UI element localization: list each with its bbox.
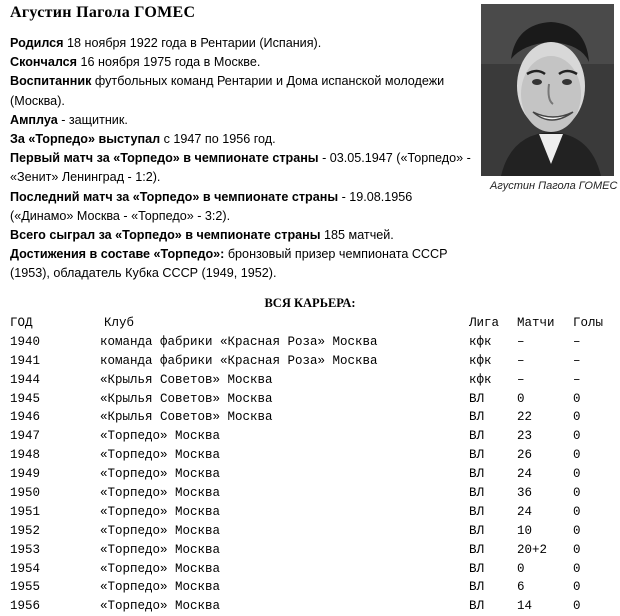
cell-year: 1950 xyxy=(10,486,41,501)
cell-matches: 23 xyxy=(517,429,533,444)
header-year: ГОД xyxy=(10,316,33,330)
header-matches: Матчи xyxy=(517,316,555,330)
bio-first-label: Первый матч за «Торпедо» в чемпионате страны xyxy=(10,151,319,166)
cell-league: кфк xyxy=(469,334,492,349)
cell-year: 1955 xyxy=(10,580,41,595)
cell-goals: 0 xyxy=(573,542,581,557)
cell-matches: 26 xyxy=(517,448,533,463)
cell-year: 1947 xyxy=(10,429,41,444)
table-row xyxy=(10,503,610,522)
cell-league: ВЛ xyxy=(469,542,485,557)
cell-league: ВЛ xyxy=(469,599,485,614)
cell-club: «Крылья Советов» Москва xyxy=(100,372,273,387)
bio-died-value: 16 ноября 1975 года в Москве. xyxy=(77,55,261,70)
bio-role-value: - защитник. xyxy=(57,112,128,127)
bio-total xyxy=(10,226,472,245)
career-heading: ВСЯ КАРЬЕРА: xyxy=(264,296,356,310)
cell-league: кфк xyxy=(469,372,492,387)
career-header-row xyxy=(10,314,610,333)
table-row xyxy=(10,333,610,352)
cell-league: ВЛ xyxy=(469,561,485,576)
table-row xyxy=(10,446,610,465)
header-goals: Голы xyxy=(573,316,604,330)
cell-matches: 0 xyxy=(517,391,525,406)
cell-goals: 0 xyxy=(573,391,581,406)
cell-club: «Торпедо» Москва xyxy=(100,561,221,576)
table-row xyxy=(10,390,610,409)
table-row xyxy=(10,560,610,579)
cell-matches: 24 xyxy=(517,504,533,519)
cell-matches: 24 xyxy=(517,467,533,482)
bio-role-label: Амплуа xyxy=(10,112,58,127)
cell-matches: 14 xyxy=(517,599,533,614)
cell-club: «Торпедо» Москва xyxy=(100,523,221,538)
bio-pupil xyxy=(10,72,472,110)
cell-matches: 6 xyxy=(517,580,525,595)
cell-year: 1941 xyxy=(10,353,41,368)
table-row xyxy=(10,352,610,371)
cell-year: 1953 xyxy=(10,542,41,557)
bio-last-label: Последний матч за «Торпедо» в чемпионате страны xyxy=(10,189,339,204)
career-table xyxy=(10,314,610,616)
cell-club: «Торпедо» Москва xyxy=(100,448,221,463)
cell-year: 1952 xyxy=(10,523,41,538)
cell-matches: – xyxy=(517,372,525,387)
bio-total-label: Всего сыграл за «Торпедо» в чемпионате страны xyxy=(10,228,321,243)
cell-club: «Торпедо» Москва xyxy=(100,504,221,519)
bio-died xyxy=(10,53,472,72)
cell-matches: 0 xyxy=(517,561,525,576)
cell-year: 1946 xyxy=(10,410,41,425)
cell-year: 1956 xyxy=(10,599,41,614)
cell-goals: 0 xyxy=(573,467,581,482)
cell-club: «Торпедо» Москва xyxy=(100,467,221,482)
cell-year: 1948 xyxy=(10,448,41,463)
cell-club: «Торпедо» Москва xyxy=(100,429,221,444)
bio-torpedo-label: За «Торпедо» выступал xyxy=(10,132,161,147)
cell-league: ВЛ xyxy=(469,410,485,425)
bio-born-value: 18 ноября 1922 года в Рентарии (Испания). xyxy=(63,36,322,50)
bio-last-value: - 19.08.1956 («Динамо» Москва - «Торпедо» - 3:2). xyxy=(10,189,413,223)
cell-goals: 0 xyxy=(573,561,581,576)
cell-goals: 0 xyxy=(573,429,581,444)
table-row xyxy=(10,484,610,503)
photo-caption: Агустин Пагола ГОМЕС xyxy=(490,180,618,192)
cell-club: команда фабрики «Красная Роза» Москва xyxy=(100,334,378,349)
bio-achievements xyxy=(10,245,472,283)
cell-goals: 0 xyxy=(573,410,581,425)
bio-total-value: 185 матчей. xyxy=(320,228,394,243)
cell-goals: 0 xyxy=(573,504,581,519)
table-row xyxy=(10,371,610,390)
cell-league: ВЛ xyxy=(469,504,485,519)
cell-club: «Крылья Советов» Москва xyxy=(100,410,273,425)
table-row xyxy=(10,522,610,541)
cell-league: кфк xyxy=(469,353,492,368)
cell-club: «Торпедо» Москва xyxy=(100,580,221,595)
cell-year: 1949 xyxy=(10,467,41,482)
cell-goals: – xyxy=(573,372,581,387)
cell-matches: 36 xyxy=(517,486,533,501)
cell-year: 1945 xyxy=(10,391,41,406)
cell-club: «Торпедо» Москва xyxy=(100,542,221,557)
table-row xyxy=(10,427,610,446)
cell-year: 1954 xyxy=(10,561,41,576)
cell-goals: 0 xyxy=(573,486,581,501)
cell-matches: 22 xyxy=(517,410,533,425)
cell-goals: 0 xyxy=(573,580,581,595)
page-title: Агустин Пагола ГОМЕС xyxy=(10,4,196,21)
cell-year: 1944 xyxy=(10,372,41,387)
cell-club: «Торпедо» Москва xyxy=(100,486,221,501)
cell-goals: 0 xyxy=(573,599,581,614)
cell-goals: – xyxy=(573,353,581,368)
bio-died-label: Скончался xyxy=(10,55,78,70)
cell-league: ВЛ xyxy=(469,486,485,501)
table-row xyxy=(10,408,610,427)
bio-role xyxy=(10,111,472,130)
table-row xyxy=(10,465,610,484)
table-row xyxy=(10,597,610,616)
cell-year: 1951 xyxy=(10,504,41,519)
table-row xyxy=(10,541,610,560)
cell-club: «Крылья Советов» Москва xyxy=(100,391,273,406)
bio-born xyxy=(10,34,472,53)
cell-league: ВЛ xyxy=(469,448,485,463)
cell-league: ВЛ xyxy=(469,523,485,538)
cell-league: ВЛ xyxy=(469,580,485,595)
cell-matches: – xyxy=(517,353,525,368)
cell-goals: 0 xyxy=(573,448,581,463)
cell-league: ВЛ xyxy=(469,429,485,444)
cell-goals: 0 xyxy=(573,523,581,538)
cell-club: команда фабрики «Красная Роза» Москва xyxy=(100,353,378,368)
bio-first-value: - 03.05.1947 («Торпедо» - «Зенит» Ленинград - 1:2). xyxy=(10,151,471,185)
bio-first-match xyxy=(10,149,472,187)
table-row xyxy=(10,578,610,597)
cell-league: ВЛ xyxy=(469,391,485,406)
career-rows xyxy=(10,333,610,616)
biography xyxy=(10,34,472,284)
cell-goals: – xyxy=(573,334,581,349)
header-league: Лига xyxy=(469,316,500,330)
cell-matches: 10 xyxy=(517,523,533,538)
cell-league: ВЛ xyxy=(469,467,485,482)
bio-torpedo xyxy=(10,130,472,149)
bio-pupil-value: футбольных команд Рентарии и Дома испанской молодежи (Москва). xyxy=(10,74,445,108)
bio-ach-value: бронзовый призер чемпионата СССР (1953), обладатель Кубка СССР (1949, 1952). xyxy=(10,247,448,281)
bio-pupil-label: Воспитанник xyxy=(10,74,92,89)
bio-torpedo-value: с 1947 по 1956 год. xyxy=(160,132,276,147)
player-photo xyxy=(481,4,614,176)
bio-ach-label: Достижения в составе «Торпедо»: xyxy=(10,247,225,262)
portrait-image xyxy=(481,4,614,176)
bio-last-match xyxy=(10,188,472,226)
header-club: Клуб xyxy=(104,316,135,330)
cell-matches: – xyxy=(517,334,525,349)
cell-year: 1940 xyxy=(10,334,41,349)
cell-matches: 20+2 xyxy=(517,542,548,557)
bio-born-label: Родился xyxy=(10,36,64,50)
cell-club: «Торпедо» Москва xyxy=(100,599,221,614)
